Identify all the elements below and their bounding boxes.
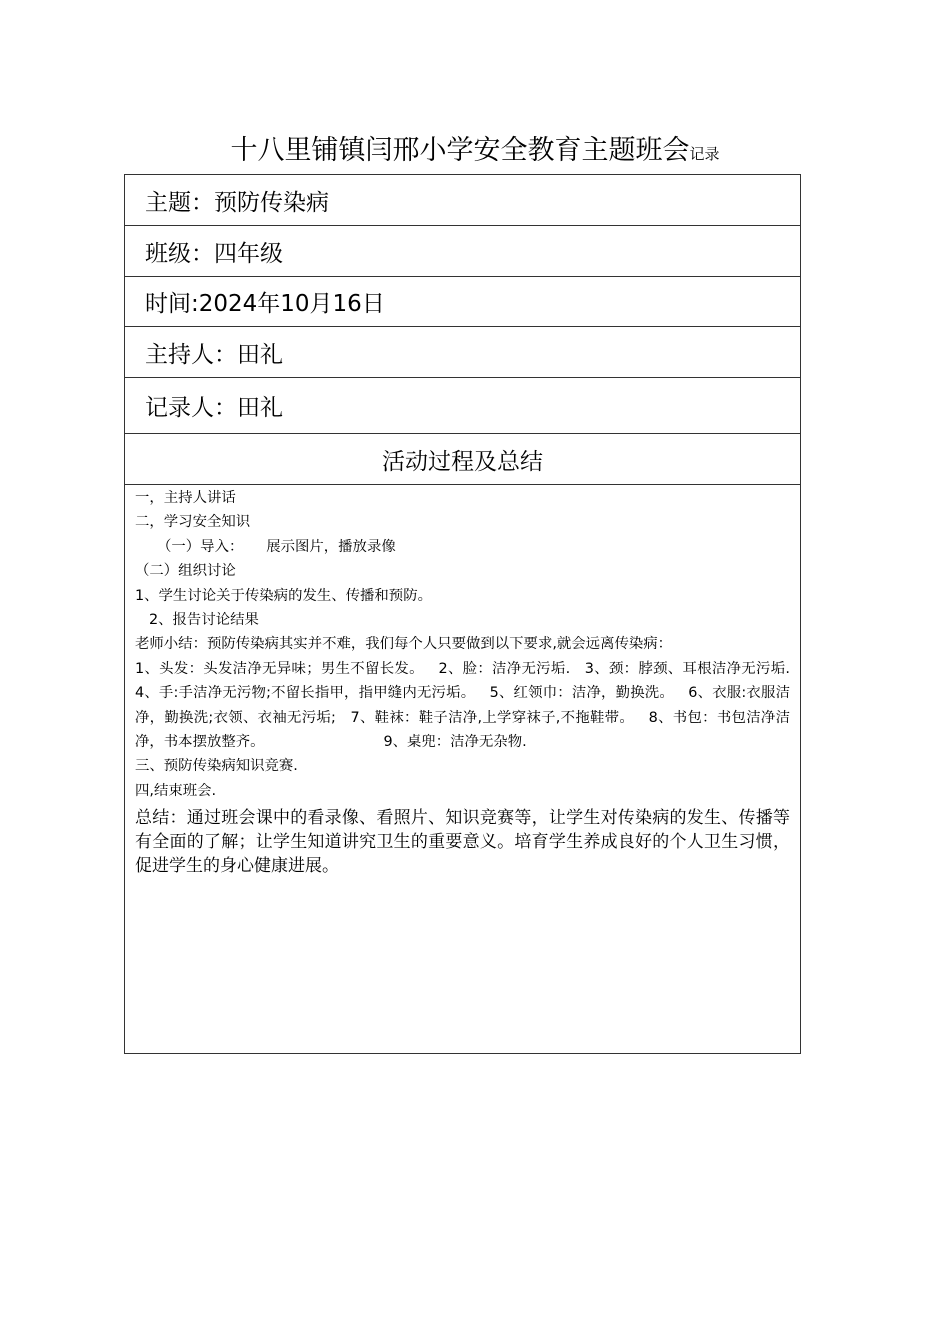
content-line: 1、学生讨论关于传染病的发生、传播和预防。 (135, 587, 432, 604)
class-row: 班级：四年级 (125, 226, 800, 277)
content-line: 四,结束班会. (135, 782, 217, 799)
title-suffix: 记录 (689, 145, 720, 163)
title-main: 十八里铺镇闫邢小学安全教育主题班会 (230, 135, 690, 166)
section-heading: 活动过程及总结 (125, 434, 800, 485)
content-line: （一）导入： 展示图片，播放录像 (157, 538, 396, 555)
content-line: 一，主持人讲话 (135, 490, 236, 506)
content-line: 老师小结：预防传染病其实并不难，我们每个人只要做到以下要求,就会远离传染病： (135, 636, 673, 653)
content-line: 二，学习安全知识 (135, 514, 251, 531)
time-row: 时间:2024年10月16日 (125, 277, 800, 327)
document-title (0, 133, 950, 172)
requirements-paragraph: 1、头发：头发洁净无异味；男生不留长发。 2、脸：洁净无污垢. 3、颈：脖颈、耳根洁净无污垢. 4、手:手洁净无污物;不留长指甲，指甲缝内无污垢。 5、红领巾：洁净，勤换洗。 6、衣服:衣服洁净，勤换洗;衣领、衣袖无污垢; 7、鞋袜：鞋子洁净,上学穿袜子,不拖鞋带。 8、书包：书包洁净洁净，书本摆放整齐。 9、桌兜：洁净无杂物. (135, 660, 804, 751)
recorder-row: 记录人：田礼 (125, 378, 800, 434)
content-line: 2、报告讨论结果 (149, 612, 259, 629)
theme-row: 主题：预防传染病 (125, 175, 800, 226)
record-table (124, 174, 804, 1054)
activity-content (125, 485, 804, 878)
summary-paragraph: 总结：通过班会课中的看录像、看照片、知识竞赛等，让学生对传染病的发生、传播等有全面的了解；让学生知道讲究卫生的重要意义。培育学生养成良好的个人卫生习惯，促进学生的身心健康进展。 (135, 808, 790, 877)
content-line: （二）组织讨论 (135, 563, 236, 580)
host-row: 主持人：田礼 (125, 327, 800, 378)
content-line: 三、预防传染病知识竞赛. (135, 758, 298, 775)
